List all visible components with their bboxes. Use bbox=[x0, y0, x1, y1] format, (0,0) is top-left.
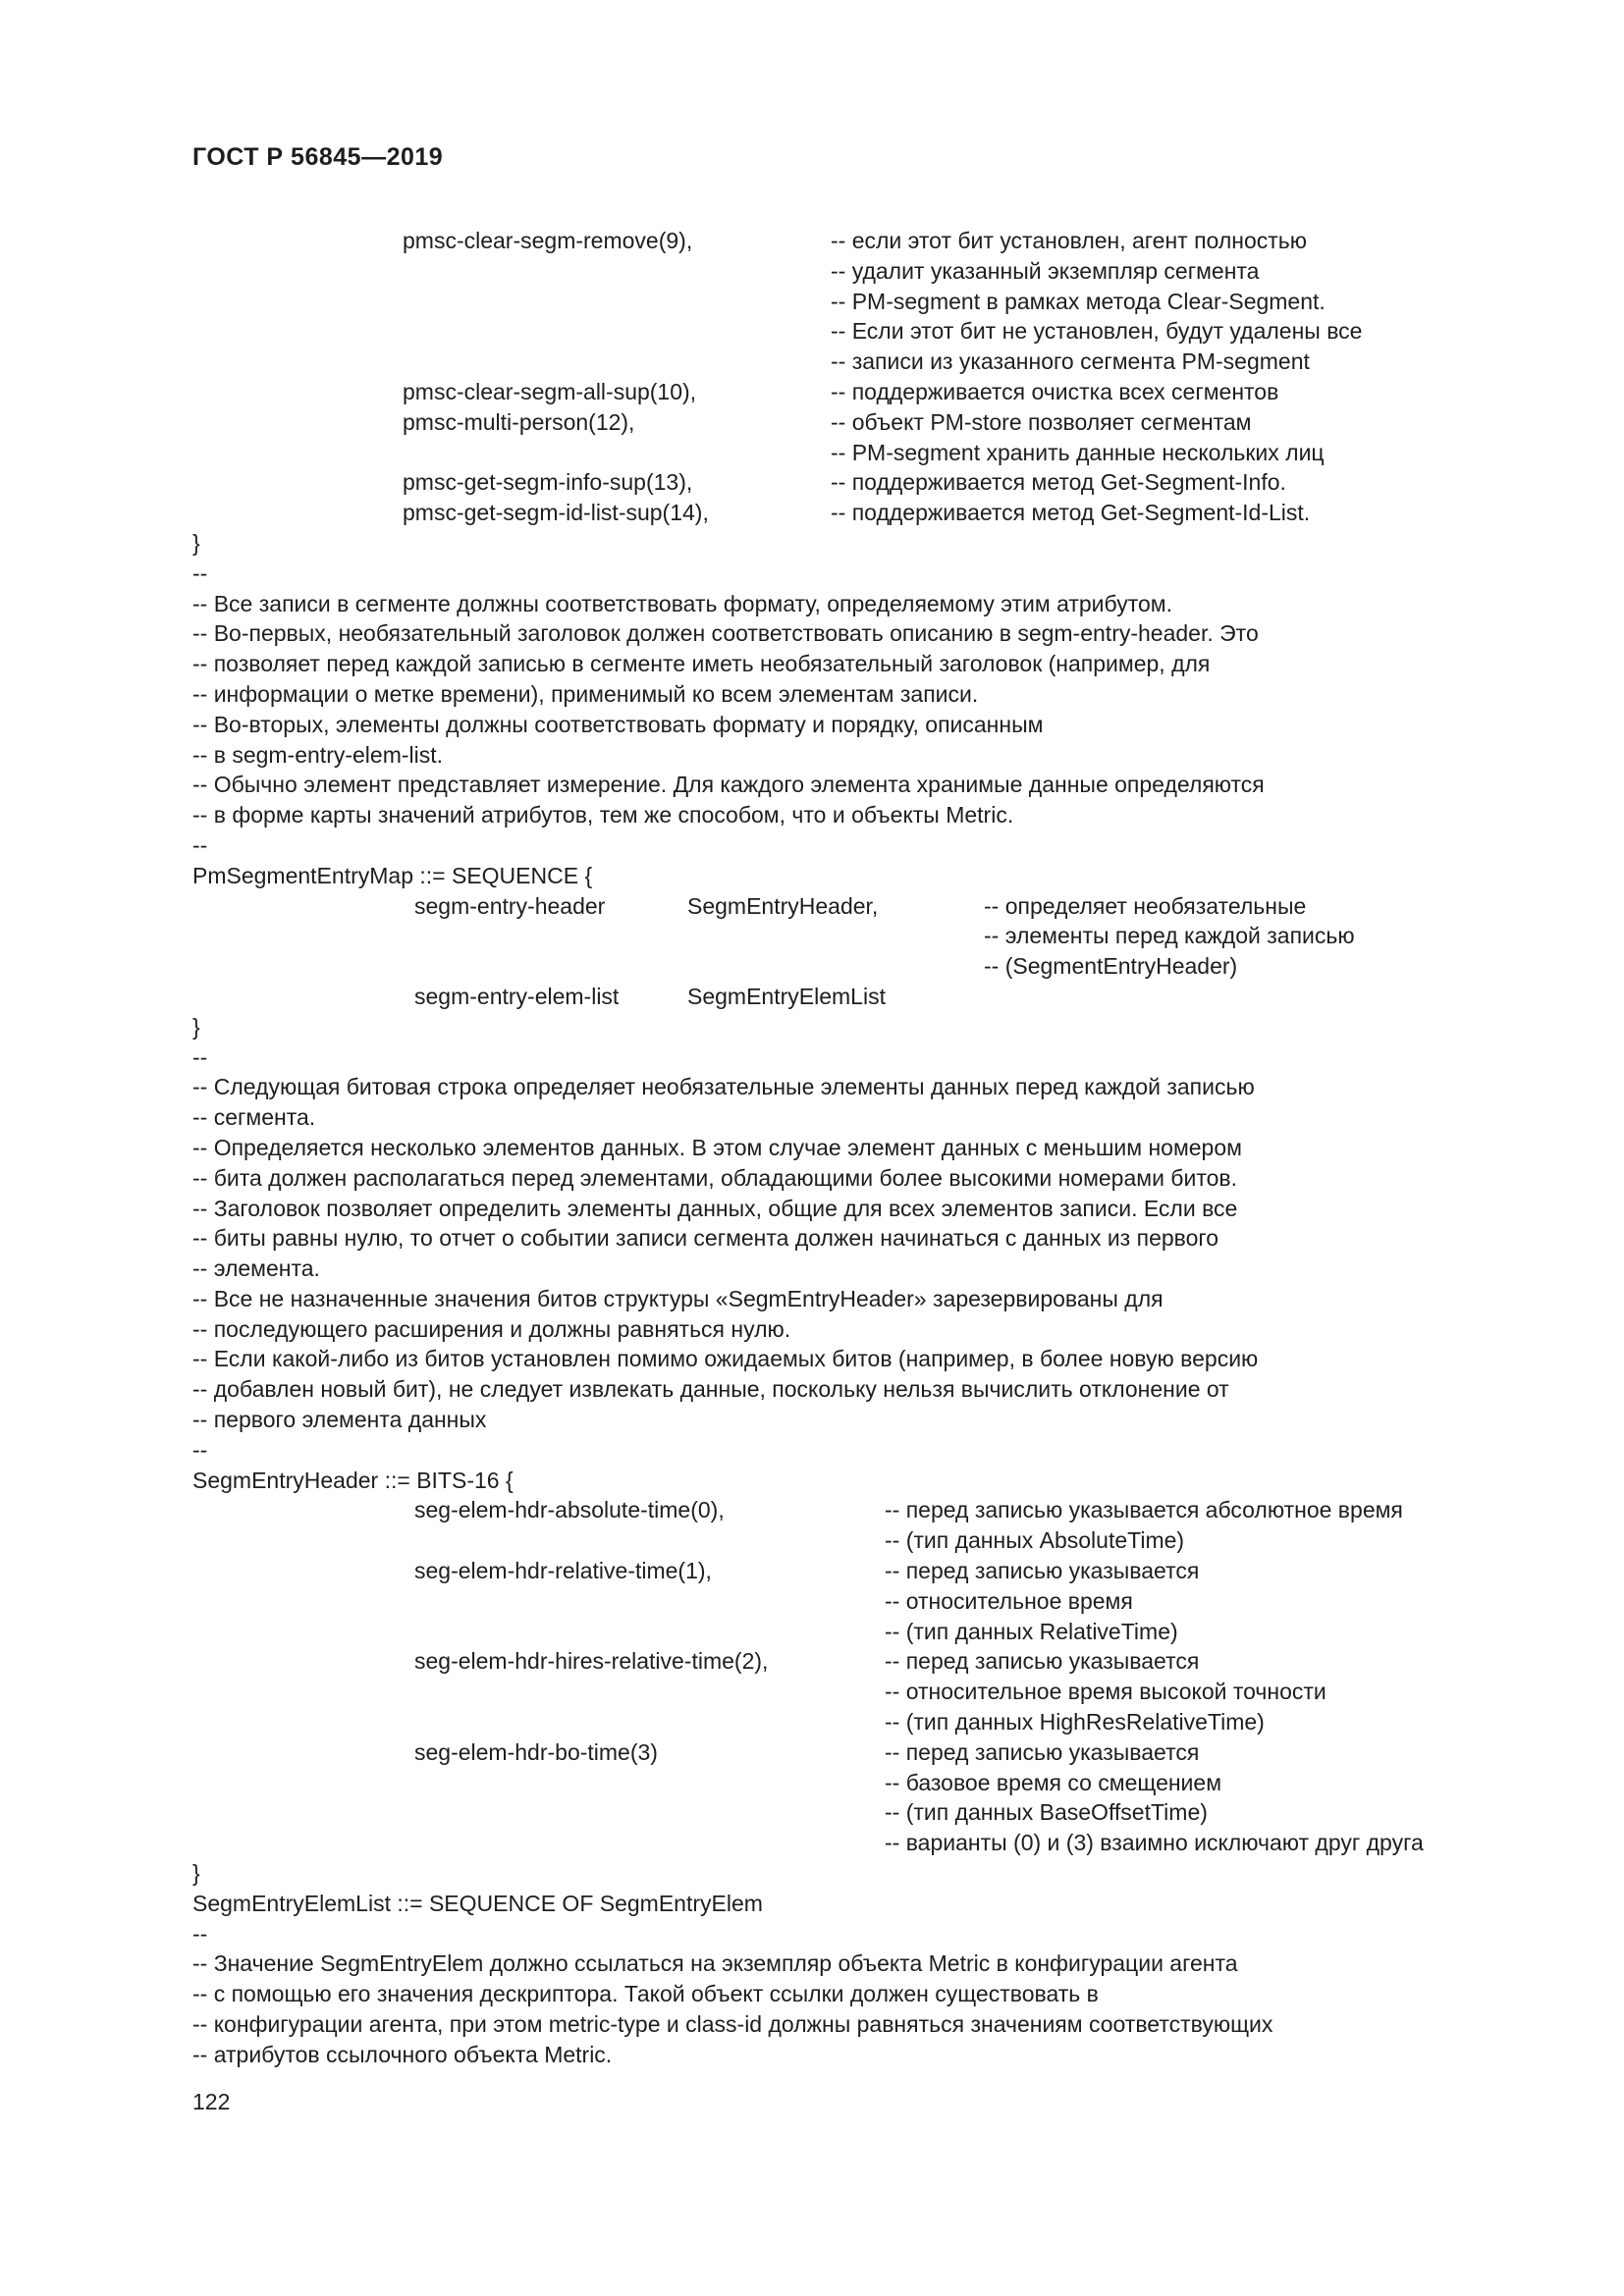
code-line bbox=[192, 1586, 1498, 1617]
bit-name: pmsc-get-segm-id-list-sup(14), bbox=[403, 500, 709, 526]
code-text: -- bbox=[192, 831, 208, 858]
code-line bbox=[192, 1254, 1498, 1284]
code-line bbox=[192, 1919, 1498, 1949]
bit-name: pmsc-clear-segm-all-sup(10), bbox=[403, 378, 697, 404]
code-line bbox=[192, 1556, 1498, 1586]
code-line bbox=[192, 2040, 1498, 2070]
document-page bbox=[192, 139, 1498, 2119]
code-line bbox=[192, 1889, 1498, 1919]
field-type: SegmEntryHeader, bbox=[687, 892, 879, 919]
bit-name: seg-elem-hdr-bo-time(3) bbox=[414, 1738, 658, 1765]
code-line bbox=[192, 1072, 1498, 1102]
code-text: -- информации о метке времени), применимый ко всем элементам записи. bbox=[192, 680, 979, 707]
code-comment: -- удалит указанный экземпляр сегмента bbox=[831, 257, 1260, 284]
code-text: } bbox=[192, 1013, 200, 1040]
code-text: -- в форме карты значений атрибутов, тем же способом, что и объекты Metric. bbox=[192, 802, 1014, 828]
code-line bbox=[192, 347, 1498, 377]
code-text: -- добавлен новый бит), не следует извлекать данные, поскольку нельзя вычислить отклонение от bbox=[192, 1376, 1229, 1403]
code-line bbox=[192, 1949, 1498, 1979]
code-text: -- сегмента. bbox=[192, 1104, 316, 1131]
code-line bbox=[192, 982, 1498, 1012]
code-line bbox=[192, 1646, 1498, 1677]
code-text: -- первого элемента данных bbox=[192, 1407, 487, 1433]
code-line bbox=[192, 891, 1498, 922]
code-comment: -- (тип данных RelativeTime) bbox=[885, 1618, 1178, 1644]
code-text: -- Если какой-либо из битов установлен помимо ожидаемых битов (например, в более новую версию bbox=[192, 1346, 1259, 1372]
segm-entry-elem-list-block bbox=[192, 1858, 1498, 2070]
segm-entry-header-comments bbox=[192, 1012, 1498, 1496]
code-line bbox=[192, 1737, 1498, 1768]
code-line bbox=[192, 1979, 1498, 2009]
code-line bbox=[192, 1314, 1498, 1345]
code-comment: -- (тип данных BaseOffsetTime) bbox=[885, 1799, 1208, 1826]
code-text: -- биты равны нулю, то отчет о событии записи сегмента должен начинаться с данных из первого bbox=[192, 1225, 1219, 1252]
pm-store-capab-bits-block bbox=[192, 226, 1498, 528]
field-type: SegmEntryElemList bbox=[687, 983, 886, 1009]
code-comment: -- поддерживается метод Get-Segment-Id-List. bbox=[831, 500, 1311, 526]
code-text: -- Следующая битовая строка определяет необязательные элементы данных перед каждой записью bbox=[192, 1074, 1255, 1100]
code-comment: -- объект PM-store позволяет сегментам bbox=[831, 408, 1252, 435]
code-text: -- атрибутов ссылочного объекта Metric. bbox=[192, 2041, 613, 2067]
code-text: -- Все записи в сегменте должны соответствовать формату, определяемому этим атрибутом. bbox=[192, 590, 1172, 616]
code-line bbox=[192, 618, 1498, 649]
code-text: PmSegmentEntryMap ::= SEQUENCE { bbox=[192, 862, 593, 888]
code-line bbox=[192, 1466, 1498, 1496]
code-comment: -- поддерживается очистка всех сегментов bbox=[831, 378, 1279, 404]
code-comment: -- PM-segment в рамках метода Clear-Segment. bbox=[831, 288, 1326, 314]
code-comment: -- варианты (0) и (3) взаимно исключают друг друга bbox=[885, 1830, 1424, 1856]
field-name: segm-entry-header bbox=[414, 892, 606, 919]
code-line bbox=[192, 1163, 1498, 1194]
code-text: -- Значение SegmEntryElem должно ссылаться на экземпляр объекта Metric в конфигурации агента bbox=[192, 1950, 1238, 1977]
code-comment: -- перед записью указывается bbox=[885, 1738, 1200, 1765]
code-line bbox=[192, 1797, 1498, 1828]
code-line bbox=[192, 1012, 1498, 1042]
code-line bbox=[192, 589, 1498, 619]
code-line bbox=[192, 770, 1498, 800]
code-line bbox=[192, 649, 1498, 679]
code-line bbox=[192, 1828, 1498, 1858]
code-line bbox=[192, 679, 1498, 710]
code-comment: -- (SegmentEntryHeader) bbox=[984, 953, 1238, 980]
code-line bbox=[192, 921, 1498, 951]
code-line bbox=[192, 498, 1498, 528]
code-text: -- bbox=[192, 1920, 208, 1947]
code-line bbox=[192, 2009, 1498, 2040]
code-line bbox=[192, 1042, 1498, 1073]
code-text: -- последующего расширения и должны равняться нулю. bbox=[192, 1315, 791, 1342]
code-comment: -- перед записью указывается абсолютное время bbox=[885, 1497, 1403, 1523]
code-comment: -- PM-segment хранить данные нескольких лиц bbox=[831, 439, 1325, 465]
code-line bbox=[192, 226, 1498, 256]
code-text: -- позволяет перед каждой записью в сегменте иметь необязательный заголовок (например, для bbox=[192, 651, 1211, 677]
code-line bbox=[192, 1194, 1498, 1224]
code-comment: -- Если этот бит не установлен, будут удалены все bbox=[831, 318, 1363, 345]
code-line bbox=[192, 1284, 1498, 1314]
code-line bbox=[192, 740, 1498, 771]
code-line bbox=[192, 1858, 1498, 1889]
code-comment: -- элементы перед каждой записью bbox=[984, 923, 1355, 949]
code-line bbox=[192, 1133, 1498, 1163]
code-text: -- Во-вторых, элементы должны соответствовать формату и порядку, описанным bbox=[192, 711, 1044, 737]
code-line bbox=[192, 287, 1498, 317]
code-line bbox=[192, 1374, 1498, 1405]
bit-name: seg-elem-hdr-absolute-time(0), bbox=[414, 1497, 725, 1523]
code-line bbox=[192, 861, 1498, 891]
code-comment: -- перед записью указывается bbox=[885, 1648, 1200, 1675]
code-comment: -- определяет необязательные bbox=[984, 892, 1307, 919]
page-number: 122 bbox=[192, 2088, 231, 2114]
code-text: -- Обычно элемент представляет измерение. Для каждого элемента хранимые данные определяются bbox=[192, 772, 1265, 798]
code-line bbox=[192, 1617, 1498, 1647]
code-line bbox=[192, 467, 1498, 498]
code-line bbox=[192, 1223, 1498, 1254]
code-comment: -- (тип данных HighResRelativeTime) bbox=[885, 1709, 1265, 1735]
code-line bbox=[192, 1344, 1498, 1374]
code-comment: -- записи из указанного сегмента PM-segment bbox=[831, 348, 1310, 375]
code-comment: -- поддерживается метод Get-Segment-Info. bbox=[831, 469, 1286, 496]
bit-name: pmsc-get-segm-info-sup(13), bbox=[403, 469, 693, 496]
code-text: -- конфигурации агента, при этом metric-type и class-id должны равняться значениям соответствующих bbox=[192, 2011, 1273, 2038]
code-line bbox=[192, 377, 1498, 407]
code-line bbox=[192, 407, 1498, 438]
code-line bbox=[192, 316, 1498, 347]
code-text: -- с помощью его значения дескриптора. Такой объект ссылки должен существовать в bbox=[192, 1981, 1099, 2007]
standard-header: ГОСТ Р 56845—2019 bbox=[192, 143, 444, 171]
code-line bbox=[192, 1677, 1498, 1707]
code-comment: -- перед записью указывается bbox=[885, 1558, 1200, 1584]
field-name: segm-entry-elem-list bbox=[414, 983, 620, 1009]
segm-entry-header-bits-block bbox=[192, 1495, 1498, 1858]
pm-segment-entry-map-block bbox=[192, 891, 1498, 1012]
code-text: -- Все не назначенные значения битов структуры «SegmEntryHeader» зарезервированы для bbox=[192, 1285, 1164, 1311]
code-line bbox=[192, 800, 1498, 830]
code-text: } bbox=[192, 529, 200, 556]
bit-name: seg-elem-hdr-hires-relative-time(2), bbox=[414, 1648, 769, 1675]
code-text: -- бита должен располагаться перед элементами, обладающими более высокими номерами битов. bbox=[192, 1164, 1238, 1191]
entry-map-comments bbox=[192, 528, 1498, 891]
bit-name: seg-elem-hdr-relative-time(1), bbox=[414, 1558, 712, 1584]
code-text: -- Во-первых, необязательный заголовок должен соответствовать описанию в segm-entry-header. Это bbox=[192, 620, 1259, 647]
code-line bbox=[192, 438, 1498, 468]
bit-name: pmsc-clear-segm-remove(9), bbox=[403, 228, 693, 253]
code-line bbox=[192, 1495, 1498, 1525]
code-text: } bbox=[192, 1860, 200, 1887]
code-line bbox=[192, 256, 1498, 287]
code-comment: -- если этот бит установлен, агент полностью bbox=[831, 228, 1308, 253]
code-text: -- в segm-entry-elem-list. bbox=[192, 741, 444, 768]
code-text: -- элемента. bbox=[192, 1255, 320, 1282]
code-line bbox=[192, 528, 1498, 559]
code-line bbox=[192, 830, 1498, 861]
code-comment: -- (тип данных AbsoluteTime) bbox=[885, 1527, 1185, 1554]
code-line bbox=[192, 1768, 1498, 1798]
code-line bbox=[192, 1525, 1498, 1556]
code-text: -- Определяется несколько элементов данных. В этом случае элемент данных с меньшим номером bbox=[192, 1134, 1242, 1160]
code-line bbox=[192, 559, 1498, 589]
code-text: -- bbox=[192, 1436, 208, 1463]
code-line bbox=[192, 1405, 1498, 1435]
code-text: SegmEntryHeader ::= BITS-16 { bbox=[192, 1467, 514, 1493]
code-line bbox=[192, 1102, 1498, 1133]
code-comment: -- относительное время высокой точности bbox=[885, 1679, 1326, 1705]
code-text: -- bbox=[192, 560, 208, 586]
code-text: SegmEntryElemList ::= SEQUENCE OF SegmEntryElem bbox=[192, 1890, 763, 1916]
code-line bbox=[192, 951, 1498, 982]
bit-name: pmsc-multi-person(12), bbox=[403, 408, 635, 435]
code-comment: -- базовое время со смещением bbox=[885, 1769, 1222, 1795]
code-line bbox=[192, 1435, 1498, 1466]
code-line bbox=[192, 1707, 1498, 1737]
code-line bbox=[192, 710, 1498, 740]
code-text: -- bbox=[192, 1043, 208, 1070]
code-comment: -- относительное время bbox=[885, 1587, 1133, 1614]
code-text: -- Заголовок позволяет определить элементы данных, общие для всех элементов записи. Если все bbox=[192, 1195, 1238, 1221]
